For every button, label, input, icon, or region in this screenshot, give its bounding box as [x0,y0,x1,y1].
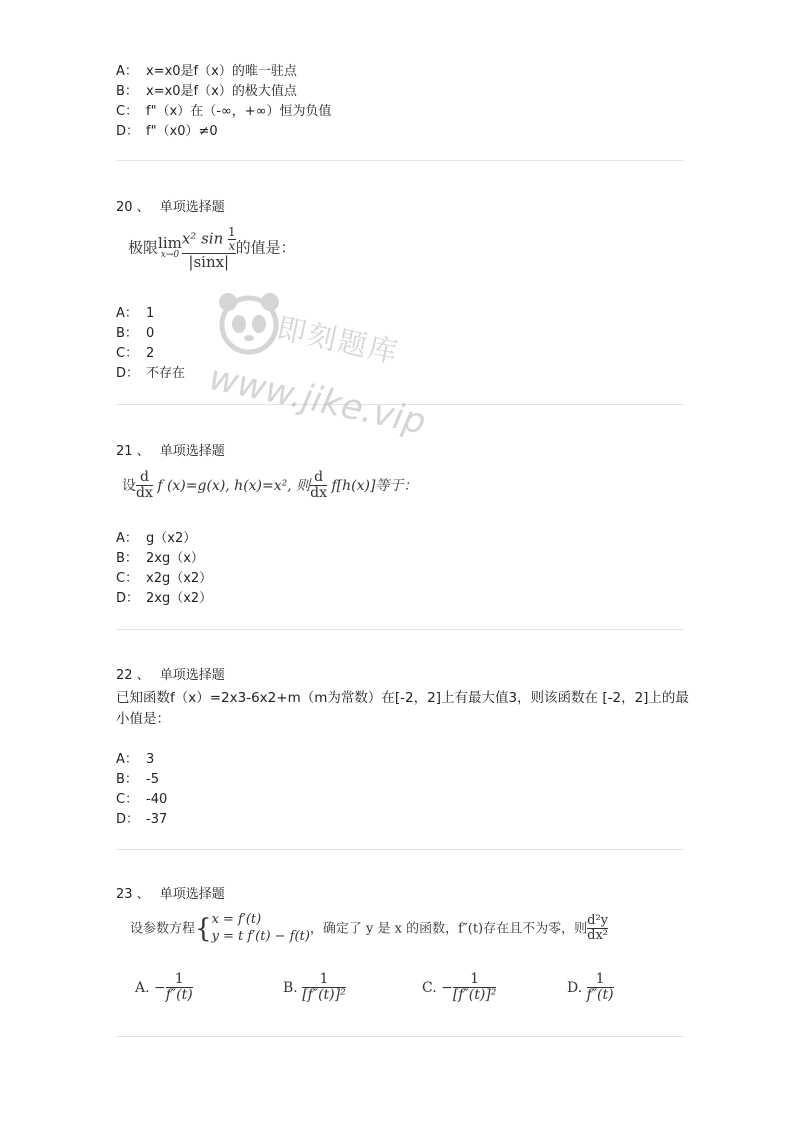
watermark [205,280,450,443]
q20-option-d[interactable] [116,364,185,384]
q23-header [116,885,225,905]
question-type: 单项选择题 [159,887,225,902]
d2y: d²y [587,913,609,929]
choice-label: C. [422,979,437,996]
choice-sign: − [154,979,166,996]
formula-middle: ，确定了 y 是 x 的函数，f″(t)存在且不为零，则 [309,921,588,937]
choice-fraction [587,972,614,1004]
q22-option-a[interactable] [116,750,154,770]
choice-denominator: f″(t) [586,987,614,1004]
param-line-1: x = f′(t) [211,912,262,927]
q21-formula [122,470,417,502]
panda-logo-icon [214,288,284,358]
inner-numerator: 1 [228,225,236,239]
fraction-denominator: |sinx| [182,253,236,271]
param-line-2: y = t f′(t) − f(t) [211,928,310,944]
parametric-system [212,912,310,946]
formula-part2: f[h(x)]等于： [331,477,418,494]
choice-fraction [453,972,497,1004]
formula-prefix: 设参数方程 [130,921,196,937]
second-derivative [587,914,608,944]
option-text: -5 [146,772,159,787]
q23-formula [130,912,608,946]
question-type: 单项选择题 [159,444,225,459]
option-label: A： [116,64,138,79]
fraction-numerator [182,226,236,253]
divider [116,1036,684,1037]
d-numerator: d [314,469,324,485]
option-label: B： [116,84,138,99]
q21-option-a[interactable] [116,529,196,549]
option-label: D： [116,366,140,381]
choice-label: A. [135,979,150,996]
q19-option-d[interactable] [116,122,218,142]
option-label: D： [116,591,140,606]
option-text: 2 [146,346,155,361]
formula-suffix: 的值是： [235,238,296,257]
option-label: B： [116,326,138,341]
option-label: B： [116,551,138,566]
brace: { [195,913,212,944]
limit-fraction [182,226,236,271]
option-text: x=x0是f（x）的唯一驻点 [146,64,297,79]
option-label: C： [116,346,139,361]
question-type: 单项选择题 [159,200,225,215]
option-text: g（x2） [146,531,197,546]
lim-subscript: x→0 [160,250,180,261]
q23-choice-d[interactable] [567,972,614,1004]
option-text: 0 [146,326,155,341]
q22-stem: 已知函数f（x）=2x3-6x2+m（m为常数）在[-2，2]上有最大值3，则该函数在 [-2，2]上的最小值是： [116,690,689,727]
option-label: C： [116,792,139,807]
option-label: C： [116,571,139,586]
choice-denominator: f″(t) [165,987,193,1004]
option-text: 3 [146,752,155,767]
q20-header [116,198,225,218]
q21-header [116,442,225,462]
derivative-operator-2 [310,470,327,502]
formula-part1: f (x)=g(x), h(x)=x², 则 [157,477,311,494]
numerator-text: x² sin [181,229,224,248]
option-label: D： [116,124,140,139]
option-text: 2xg（x） [146,551,204,566]
q23-choice-c[interactable] [422,972,496,1004]
q22-option-c[interactable] [116,790,167,810]
inner-denominator: x [228,239,236,254]
d-denominator: dx [136,485,153,502]
option-text: 2xg（x2） [146,591,213,606]
lim-word: lim [158,234,182,253]
formula-prefix: 设 [122,477,136,494]
option-label: B： [116,772,138,787]
lim-block [158,236,182,260]
question-type: 单项选择题 [159,668,225,683]
q23-choice-a[interactable] [135,972,193,1004]
option-label: A： [116,306,138,321]
divider [116,404,684,405]
divider [116,160,684,161]
choice-denominator: [f″(t)]² [302,987,346,1004]
q20-option-a[interactable] [116,304,154,324]
option-text: -37 [146,812,168,827]
option-text: x=x0是f（x）的极大值点 [146,84,297,99]
q21-option-c[interactable] [116,569,212,589]
option-text: -40 [146,792,168,807]
choice-numerator: 1 [319,971,329,987]
d-numerator: d [139,469,149,485]
question-number: 22 、 [116,668,150,683]
q19-option-b[interactable] [116,82,297,102]
choice-denominator: [f″(t)]² [452,987,497,1004]
option-text: x2g（x2） [146,571,213,586]
choice-label: B. [283,979,298,996]
question-number: 20 、 [116,200,150,215]
divider [116,849,684,850]
choice-numerator: 1 [174,971,184,987]
watermark-brand: 即刻题库 [273,310,403,370]
q22-option-b[interactable] [116,770,159,790]
option-text: 1 [146,306,155,321]
question-number: 21 、 [116,444,150,459]
q22-header [116,666,225,686]
choice-fraction [166,972,193,1004]
q20-option-c[interactable] [116,344,154,364]
inner-fraction [228,226,236,253]
question-number: 23 、 [116,887,150,902]
choice-sign: − [441,979,453,996]
choice-label: D. [567,979,583,996]
divider [116,629,684,630]
choice-fraction [302,972,346,1004]
q20-formula [128,226,296,271]
q21-option-d[interactable] [116,589,212,609]
q19-option-a[interactable] [116,62,297,82]
option-label: D： [116,812,140,827]
choice-numerator: 1 [595,971,605,987]
option-label: A： [116,752,138,767]
choice-numerator: 1 [470,971,480,987]
option-text: 不存在 [146,366,186,381]
dx2: dx² [587,928,609,944]
d-denominator: dx [310,485,328,502]
q21-option-b[interactable] [116,549,204,569]
formula-prefix: 极限 [128,238,159,257]
option-label: C： [116,104,139,119]
q20-option-b[interactable] [116,324,154,344]
q23-choice-b[interactable] [283,972,346,1004]
q22-option-d[interactable] [116,810,167,830]
option-text: f"（x）在（-∞，+∞）恒为负值 [146,104,332,119]
derivative-operator [136,470,153,502]
option-label: A： [116,531,138,546]
option-text: f"（x0）≠0 [146,124,218,139]
watermark-url: www.jike.vip [205,358,429,443]
q19-option-c[interactable] [116,102,332,122]
